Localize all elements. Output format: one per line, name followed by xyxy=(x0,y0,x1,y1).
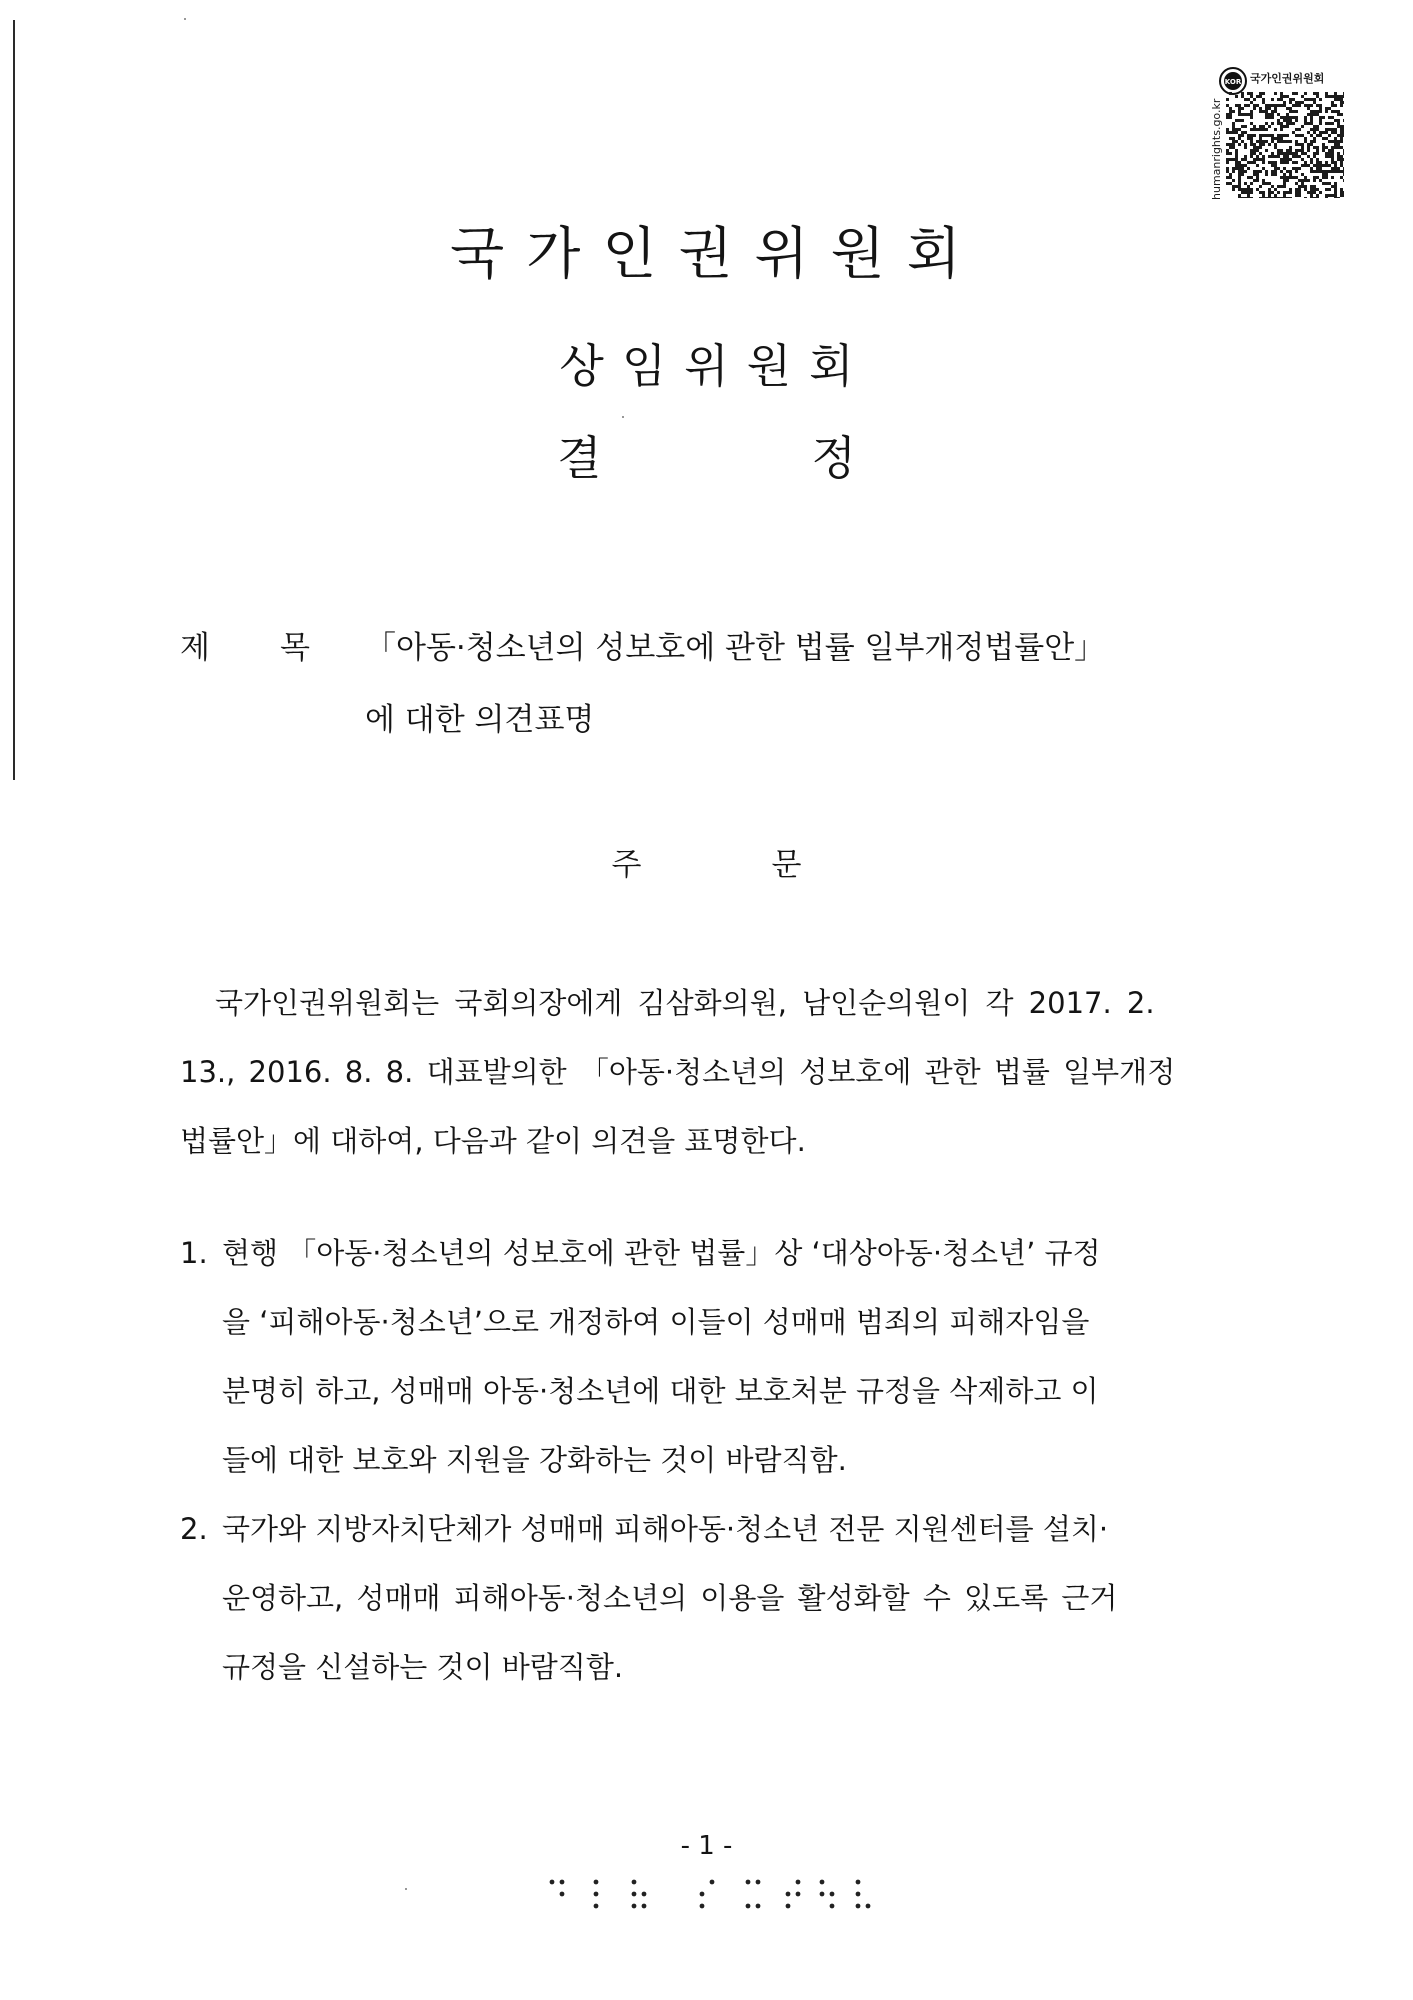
seal-qr-code xyxy=(1226,92,1344,198)
intro-line: 법률안」에 대하여, 다음과 같이 의견을 표명한다. xyxy=(180,1124,806,1158)
subject-label-right: 목 xyxy=(279,630,310,666)
item-line: 들에 대한 보호와 지원을 강화하는 것이 바람직함. xyxy=(222,1443,847,1477)
left-margin-line xyxy=(13,20,15,780)
scan-speck xyxy=(405,1888,407,1890)
svg-text:KOR: KOR xyxy=(1224,78,1242,86)
page-number: - 1 - xyxy=(680,1831,733,1861)
order-heading-right: 문 xyxy=(771,847,802,883)
intro-line: 국가인권위원회는 국회의장에게 김삼화의원, 남인순의원이 각 2017. 2. xyxy=(215,986,1155,1020)
item-line: 규정을 신설하는 것이 바람직함. xyxy=(222,1650,624,1684)
svg-text:humanrights.go.kr: humanrights.go.kr xyxy=(1210,98,1223,200)
scan-speck xyxy=(622,416,624,418)
decision-title-right: 정 xyxy=(811,431,856,485)
subject-text-line: 에 대한 의견표명 xyxy=(365,702,595,738)
decision-title-left: 결 xyxy=(557,431,602,485)
item-line: 을 ‘피해아동·청소년’으로 개정하여 이들이 성매매 범죄의 피해자임을 xyxy=(222,1305,1090,1339)
seal-website-text xyxy=(1208,82,1224,200)
scan-speck xyxy=(184,18,186,20)
item-line: 운영하고, 성매매 피해아동·청소년의 이용을 활성화할 수 있도록 근거 xyxy=(222,1581,1118,1615)
subject-label-left: 제 xyxy=(180,630,210,666)
order-heading xyxy=(0,845,1413,885)
organization-title: 국가인권위원회 xyxy=(450,222,983,287)
item-line: 분명히 하고, 성매매 아동·청소년에 대한 보호처분 규정을 삭제하고 이 xyxy=(222,1374,1099,1408)
braille-page-marker xyxy=(548,1876,878,1916)
committee-title: 상임위원회 xyxy=(559,339,872,393)
item-line: 현행 「아동·청소년의 성보호에 관한 법률」상 ‘대상아동·청소년’ 규정 xyxy=(222,1236,1101,1270)
order-heading-left: 주 xyxy=(611,847,642,883)
item-number: 2. xyxy=(180,1512,208,1546)
intro-line: 13., 2016. 8. 8. 대표발의한 「아동·청소년의 성보호에 관한 법률 일부개정 xyxy=(180,1055,1176,1089)
subject-text-line: 「아동·청소년의 성보호에 관한 법률 일부개정법률안」 xyxy=(365,630,1106,666)
item-line: 국가와 지방자치단체가 성매매 피해아동·청소년 전문 지원센터를 설치· xyxy=(222,1512,1109,1546)
item-number: 1. xyxy=(180,1236,208,1270)
subject-label xyxy=(180,628,310,668)
decision-title xyxy=(0,430,1413,486)
seal-organization-name: 국가인권위원회 xyxy=(1250,72,1325,85)
